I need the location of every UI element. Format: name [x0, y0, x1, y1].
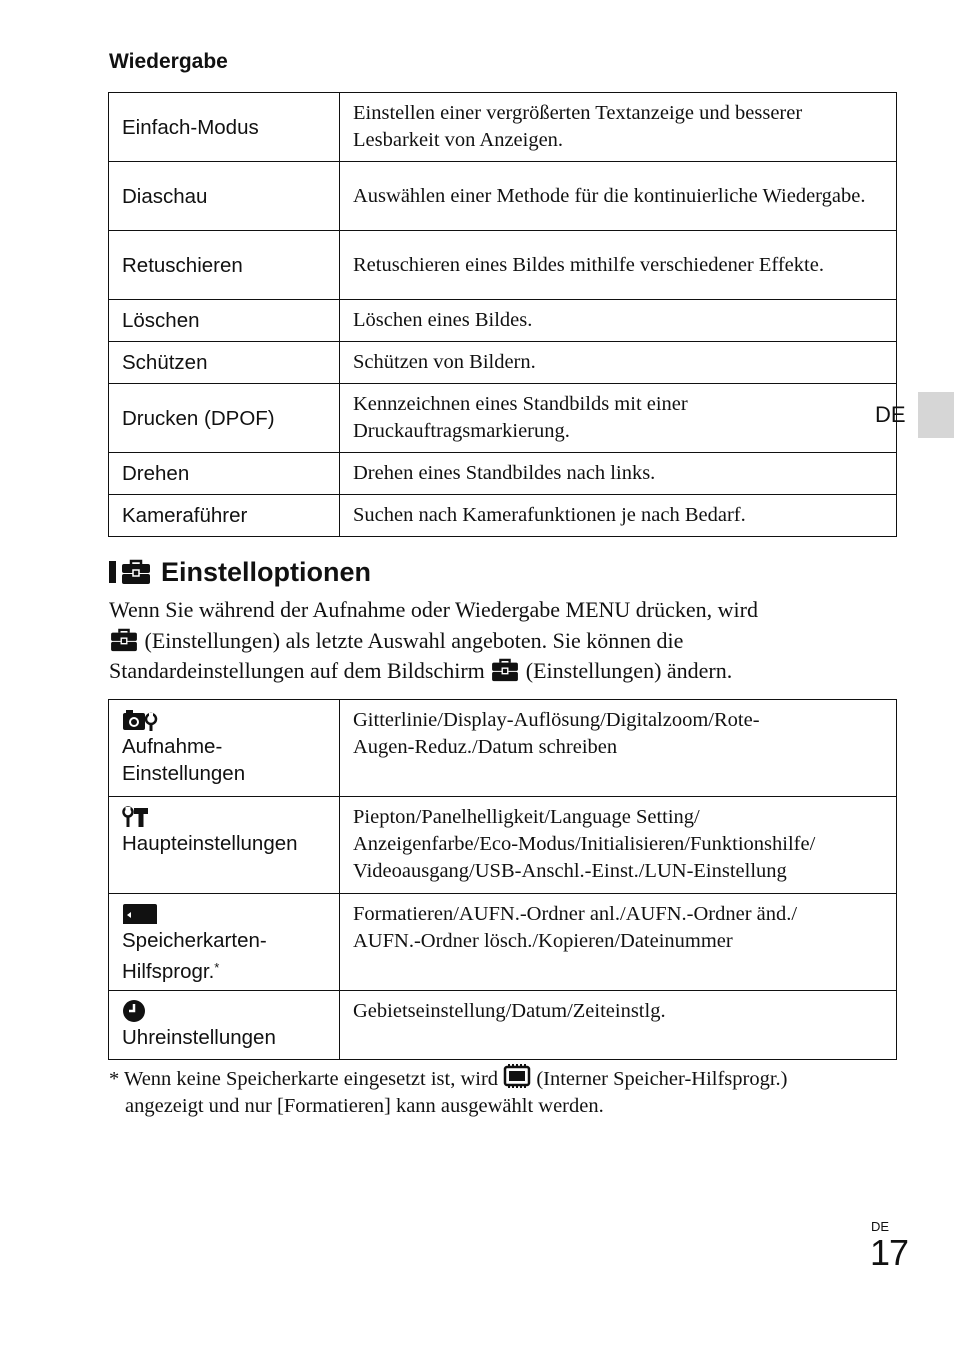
table-row: [109, 162, 897, 231]
menu-item-name: Diaschau: [109, 162, 340, 231]
toolbox-icon: [109, 628, 139, 652]
clock-icon: [122, 999, 148, 1023]
page-language-label: DE: [871, 1219, 890, 1234]
settings-category-items: [340, 991, 897, 1060]
menu-item-description: Drehen eines Standbildes nach links.: [340, 453, 897, 495]
heading-marker: [109, 561, 116, 583]
settings-category-name: Einstellungen: [122, 762, 246, 785]
settings-category-name: Haupteinstellungen: [122, 832, 298, 855]
settings-category-name: Uhreinstellungen: [122, 1026, 276, 1049]
table-row: [109, 231, 897, 300]
settings-items-text: AUFN.-Ordner lösch./Kopieren/Dateinummer: [353, 930, 733, 952]
settings-category-items: [340, 700, 897, 797]
table-row: [109, 894, 897, 991]
settings-intro-paragraph: [109, 595, 869, 687]
settings-category-name: Speicherkarten-: [122, 929, 267, 952]
table-row: [109, 300, 897, 342]
footnote-marker: *: [214, 960, 220, 975]
settings-options-table: [108, 699, 897, 1060]
menu-item-name: Retuschieren: [109, 231, 340, 300]
language-side-tab: [918, 392, 954, 438]
menu-item-name: Löschen: [109, 300, 340, 342]
internal-memory-icon: [503, 1063, 531, 1089]
intro-text: (Einstellungen) als letzte Auswahl angeboten. Sie können die: [139, 627, 684, 653]
menu-item-description: Einstellen einer vergrößerten Textanzeige und besserer Lesbarkeit von Anzeigen.: [340, 93, 897, 162]
menu-item-name: Schützen: [109, 342, 340, 384]
settings-items-text: Gebietseinstellung/Datum/Zeiteinstlg.: [353, 1000, 666, 1022]
table-row: [109, 342, 897, 384]
settings-heading-text: Einstelloptionen: [161, 556, 372, 587]
menu-item-name: Drehen: [109, 453, 340, 495]
menu-item-description: Suchen nach Kamerafunktionen je nach Bedarf.: [340, 495, 897, 537]
menu-item-name: Drucken (DPOF): [109, 384, 340, 453]
menu-item-description: Auswählen einer Methode für die kontinuierliche Wiedergabe.: [340, 162, 897, 231]
wrench-hammer-icon: [122, 805, 150, 829]
settings-category-items: [340, 797, 897, 894]
menu-item-name: Einfach-Modus: [109, 93, 340, 162]
menu-item-description: Löschen eines Bildes.: [340, 300, 897, 342]
language-tab-label: DE: [875, 402, 906, 427]
table-row: [109, 797, 897, 894]
table-row: [109, 453, 897, 495]
table-row: [109, 384, 897, 453]
settings-items-text: Formatieren/AUFN.-Ordner anl./AUFN.-Ordner änd./: [353, 903, 798, 925]
settings-category-name: Hilfsprogr.: [122, 960, 215, 983]
settings-category: [109, 894, 340, 991]
menu-item-description: Schützen von Bildern.: [340, 342, 897, 384]
settings-category: [109, 700, 340, 797]
camera-settings-icon: [122, 708, 158, 732]
memory-card-icon: [122, 902, 158, 926]
table-row: [109, 495, 897, 537]
settings-category-name: Aufnahme-: [122, 735, 223, 758]
section-heading: Wiedergabe: [109, 50, 228, 73]
intro-text: Standardeinstellungen auf dem Bildschirm: [109, 658, 491, 683]
settings-items-text: Piepton/Panelhelligkeit/Language Setting/: [353, 806, 700, 828]
footnote-text: * Wenn keine Speicherkarte eingesetzt ist, wird: [109, 1068, 504, 1090]
playback-menu-table: [108, 92, 897, 537]
table-row: [109, 991, 897, 1060]
page-number: 17: [870, 1232, 909, 1273]
settings-items-text: Augen-Reduz./Datum schreiben: [353, 736, 618, 758]
settings-category: [109, 991, 340, 1060]
toolbox-icon: [490, 658, 520, 682]
settings-category-items: [340, 894, 897, 991]
menu-item-description: Kennzeichnen eines Standbilds mit einer Druckauftragsmarkierung.: [340, 384, 897, 453]
table-row: [109, 93, 897, 162]
settings-items-text: Anzeigenfarbe/Eco-Modus/Initialisieren/Funktionshilfe/: [353, 833, 816, 855]
settings-items-text: Gitterlinie/Display-Auflösung/Digitalzoom/Rote-: [353, 709, 760, 731]
menu-item-description: Retuschieren eines Bildes mithilfe verschiedener Effekte.: [340, 231, 897, 300]
footnote: [109, 1063, 869, 1120]
settings-section-heading: [109, 553, 371, 591]
table-row: [109, 700, 897, 797]
footnote-text: (Interner Speicher-Hilfsprogr.): [531, 1068, 788, 1090]
intro-text: Wenn Sie während der Aufnahme oder Wiedergabe MENU drücken, wird: [109, 597, 758, 622]
settings-items-text: Videoausgang/USB-Anschl.-Einst./LUN-Einstellung: [353, 860, 787, 882]
menu-item-name: Kameraführer: [109, 495, 340, 537]
intro-text: (Einstellungen) ändern.: [520, 658, 733, 683]
footnote-text: angezeigt und nur [Formatieren] kann ausgewählt werden.: [125, 1095, 604, 1117]
settings-category: [109, 797, 340, 894]
toolbox-icon: [121, 559, 151, 585]
